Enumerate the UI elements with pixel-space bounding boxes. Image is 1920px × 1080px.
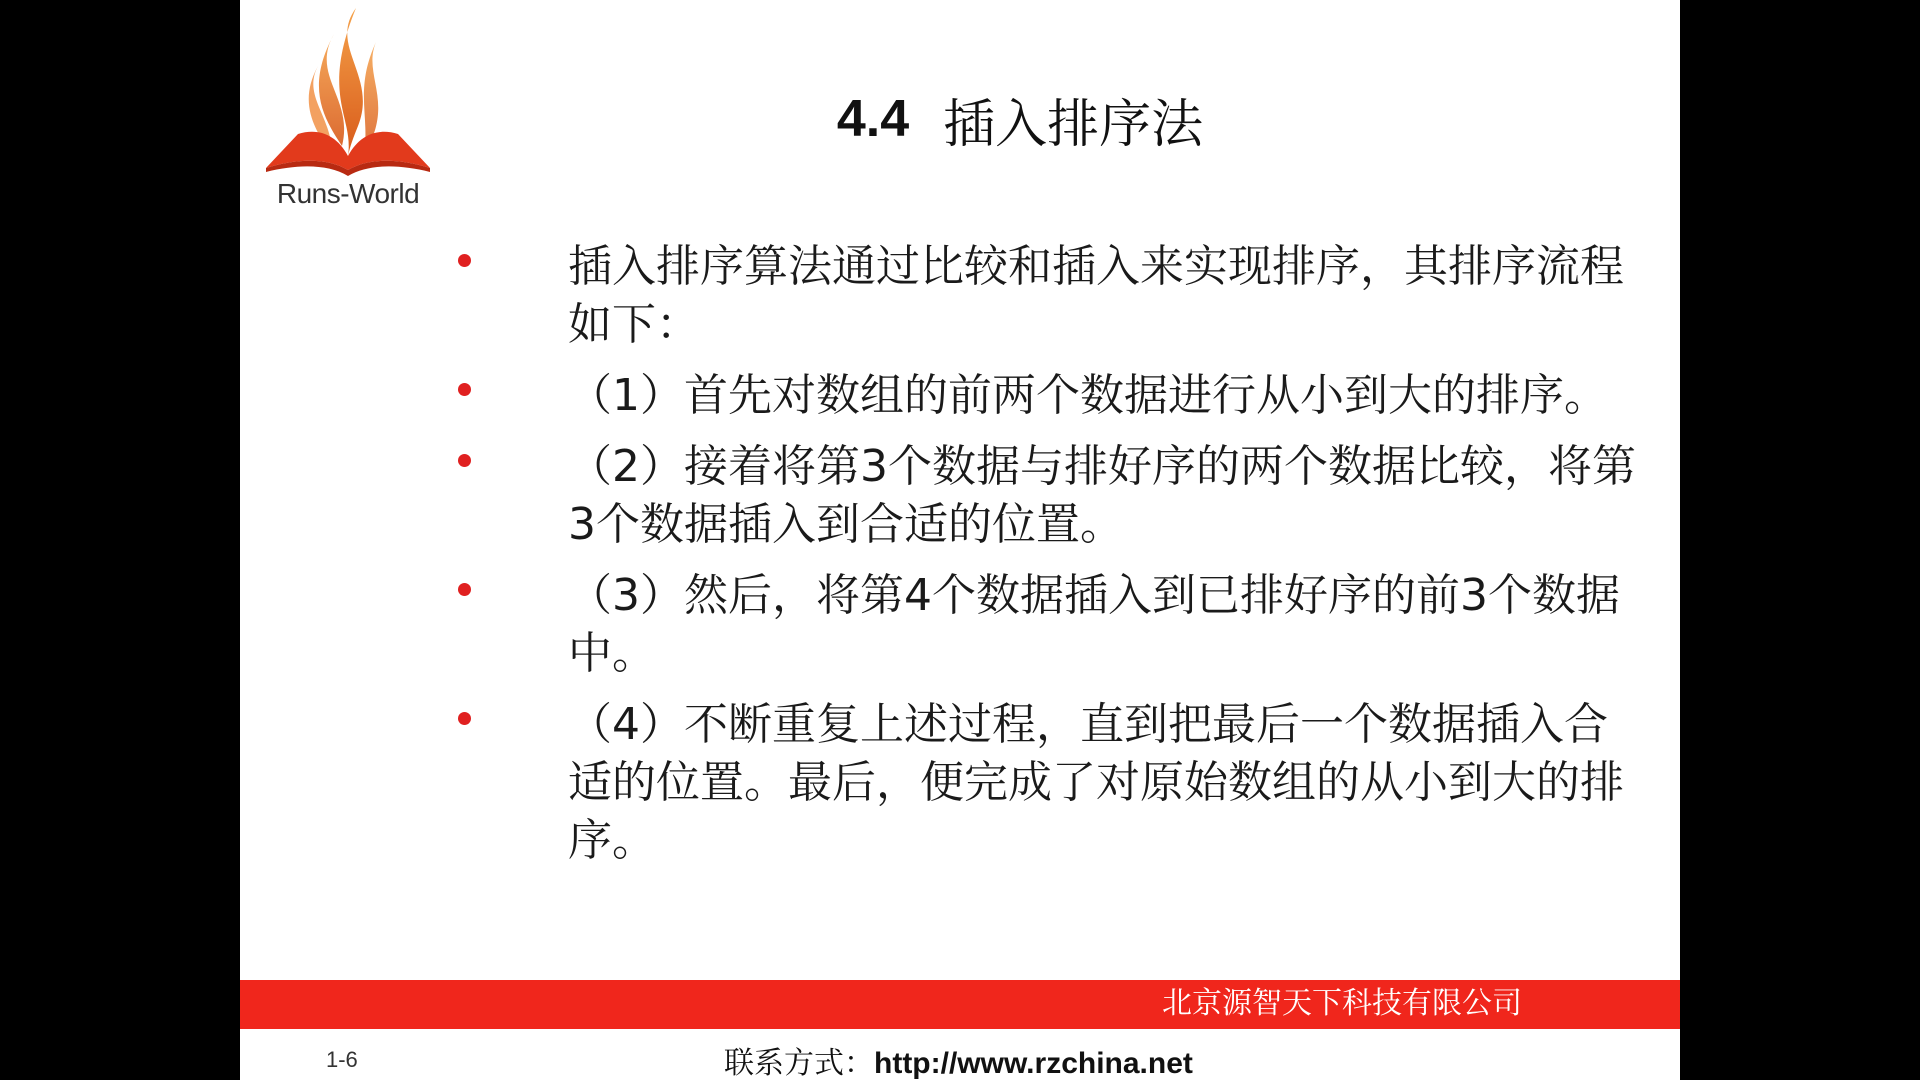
slide <box>240 0 1680 1080</box>
bullet-list <box>440 238 1640 883</box>
title-text: 插入排序法 <box>943 94 1204 155</box>
footer-bar <box>240 980 1680 1029</box>
contact-label: 联系方式： <box>724 1046 874 1080</box>
list-item <box>240 438 1660 554</box>
bullet-text: 插入排序算法通过比较和插入来实现排序，其排序流程如下： <box>568 241 1624 350</box>
list-item <box>240 696 1660 870</box>
contact-url[interactable]: http://www.rzchina.net <box>874 1047 1193 1080</box>
bullet-dot <box>458 383 471 396</box>
list-item <box>240 238 1660 354</box>
slide-title <box>640 84 1400 154</box>
runs-world-logo <box>258 6 438 209</box>
contact-line <box>724 1038 1193 1080</box>
bullet-dot <box>458 712 471 725</box>
bullet-text: （3）然后，将第4个数据插入到已排好序的前3个数据中。 <box>568 570 1620 679</box>
list-item <box>240 367 1660 425</box>
section-number: 4.4 <box>836 90 910 148</box>
list-item <box>240 567 1660 683</box>
company-name: 北京源智天下科技有限公司 <box>1162 986 1522 1021</box>
bullet-text: （2）接着将第3个数据与排好序的两个数据比较，将第3个数据插入到合适的位置。 <box>568 441 1636 550</box>
bullet-text: （1）首先对数组的前两个数据进行从小到大的排序。 <box>568 370 1608 421</box>
bullet-dot <box>458 454 471 467</box>
page-number: 1-6 <box>326 1047 358 1072</box>
bullet-text: （4）不断重复上述过程，直到把最后一个数据插入合适的位置。最后，便完成了对原始数组的从小到大的排序。 <box>568 699 1624 866</box>
bullet-dot <box>458 583 471 596</box>
logo-text: Runs-World <box>276 178 420 209</box>
bullet-dot <box>458 254 471 267</box>
flame-book-icon <box>258 6 438 181</box>
